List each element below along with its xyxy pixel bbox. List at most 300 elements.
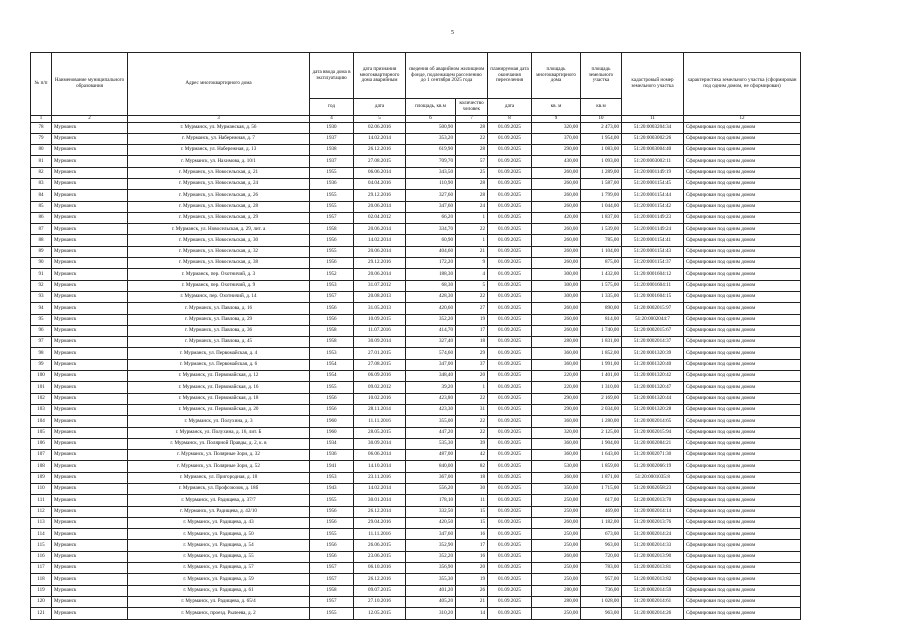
cell-municipality: Мурманск [52,574,128,585]
cell-land-characteristic: Сформирован под одним домом [684,450,801,461]
cell-row-number: 93 [31,291,52,302]
cell-row-number: 113 [31,517,52,528]
cell-people: 19 [456,574,488,585]
cell-house-area: 220,00 [532,382,581,393]
cell-people: 20 [456,371,488,382]
table-row [31,303,801,314]
cell-address: г. Мурманск, ул. Новосельская, д. 21 [128,167,310,178]
cell-row-number: 84 [31,190,52,201]
cell-year-built: 1941 [310,461,354,472]
cell-address: г. Мурманск, проезд. Рылеева, д. 2 [128,608,310,619]
cell-municipality: Мурманск [52,427,128,438]
cell-people: 16 [456,529,488,540]
table-row [31,178,801,189]
cell-land-characteristic: Сформирован под одним домом [684,314,801,325]
cell-area: 619,90 [406,145,456,156]
cell-area: 110,90 [406,178,456,189]
cell-year-built: 1953 [310,280,354,291]
cell-emergency-date: 11.11.2016 [354,416,406,427]
cell-planned-date: 01.09.2025 [488,291,532,302]
cell-address: г. Мурманск, ул. Первомайская, д. 20 [128,404,310,415]
cell-emergency-date: 06.06.2014 [354,167,406,178]
cell-people: 29 [456,348,488,359]
cell-planned-date: 01.09.2025 [488,393,532,404]
cell-house-area: 320,00 [532,122,581,133]
cell-municipality: Мурманск [52,133,128,144]
subheader-sqm: кв. м [532,99,581,116]
cell-land-area: 957,00 [581,574,622,585]
cell-people: 21 [456,246,488,257]
cell-municipality: Мурманск [52,325,128,336]
cell-people: 15 [456,506,488,517]
cell-planned-date: 01.09.2025 [488,461,532,472]
cell-emergency-date: 28.11.2014 [354,404,406,415]
cell-cadastral-number: 51:20:0002014:65 [622,416,684,427]
cell-planned-date: 01.09.2025 [488,337,532,348]
cell-row-number: 101 [31,382,52,393]
cell-municipality: Мурманск [52,529,128,540]
header-year-built: дата ввода дома в эксплуатацию [310,53,354,99]
cell-area: 352,20 [406,314,456,325]
cell-cadastral-number: 51:20:0001320:39 [622,348,684,359]
cell-row-number: 104 [31,416,52,427]
cell-area: 356,90 [406,563,456,574]
cell-planned-date: 01.09.2025 [488,416,532,427]
cell-cadastral-number: 51:20:0002058:23 [622,484,684,495]
cell-row-number: 79 [31,133,52,144]
cell-address: г. Мурманск, ул. Павлова, д. 16 [128,303,310,314]
cell-year-built: 1960 [310,416,354,427]
cell-people: 39 [456,438,488,449]
cell-row-number: 116 [31,551,52,562]
cell-land-area: 2 169,00 [581,393,622,404]
cell-cadastral-number: 51:20:0001320:40 [622,359,684,370]
cell-land-characteristic: Сформирован под одним домом [684,280,801,291]
cell-area: 39,20 [406,382,456,393]
col-number: 4 [310,116,354,123]
cell-cadastral-number: 51:20:0003002:26 [622,133,684,144]
cell-area: 347,60 [406,201,456,212]
cell-land-characteristic: Сформирован под одним домом [684,563,801,574]
table-row [31,291,801,302]
cell-land-characteristic: Сформирован под одним домом [684,495,801,506]
cell-house-area: 250,00 [532,574,581,585]
cell-people: 28 [456,178,488,189]
cell-house-area: 260,00 [532,167,581,178]
cell-municipality: Мурманск [52,201,128,212]
cell-planned-date: 01.09.2025 [488,404,532,415]
cell-land-area: 1 859,00 [581,461,622,472]
cell-address: г. Мурманск, ул. Нахимова, д. 10/1 [128,156,310,167]
cell-house-area: 360,00 [532,359,581,370]
cell-land-area: 783,00 [581,563,622,574]
cell-municipality: Мурманск [52,596,128,607]
cell-area: 447,20 [406,427,456,438]
cell-cadastral-number: 51:20:0001604:12 [622,269,684,280]
cell-row-number: 103 [31,404,52,415]
table-row [31,246,801,257]
cell-planned-date: 01.09.2025 [488,359,532,370]
cell-people: 28 [456,122,488,133]
cell-year-built: 1956 [310,506,354,517]
cell-row-number: 95 [31,314,52,325]
cell-address: г. Мурманск, ул. Радищева, д. 65/4 [128,596,310,607]
cell-house-area: 260,00 [532,551,581,562]
cell-emergency-date: 30.09.2014 [354,438,406,449]
cell-house-area: 250,00 [532,506,581,517]
table-row [31,269,801,280]
cell-area: 428,30 [406,291,456,302]
cell-emergency-date: 26.12.2014 [354,506,406,517]
cell-row-number: 83 [31,178,52,189]
cell-address: г. Мурманск, ул. Новосельская, д. 29 [128,212,310,223]
cell-year-built: 1957 [310,596,354,607]
cell-cadastral-number: 51:20:0002071:30 [622,450,684,461]
cell-house-area: 360,00 [532,438,581,449]
cell-emergency-date: 27.10.2016 [354,596,406,607]
cell-land-characteristic: Сформирован под одним домом [684,178,801,189]
cell-house-area: 260,00 [532,517,581,528]
table-row [31,472,801,483]
cell-house-area: 360,00 [532,348,581,359]
cell-area: 355,30 [406,574,456,585]
cell-land-area: 1 539,00 [581,224,622,235]
header-address: Адрес многоквартирного дома [128,53,310,116]
col-number: 6 [406,116,456,123]
cell-area: 172,20 [406,258,456,269]
cell-address: г. Мурманск, ул. Мурманская, д. 56 [128,122,310,133]
cell-land-characteristic: Сформирован под одним домом [684,224,801,235]
cell-address: г. Мурманск, ул. Новосельская, д. 26 [128,190,310,201]
cell-house-area: 260,00 [532,325,581,336]
cell-cadastral-number: 51:20:0003002:11 [622,156,684,167]
cell-area: 327,40 [406,337,456,348]
table-row [31,484,801,495]
cell-address: г. Мурманск, ул. Радищева, д. 54 [128,540,310,551]
cell-cadastral-number: 51:20:0002014:26 [622,608,684,619]
table-row [31,258,801,269]
cell-address: г. Мурманск, ул. Радищева, д. 57 [128,563,310,574]
subheader-date: дата [354,99,406,116]
cell-row-number: 92 [31,280,52,291]
cell-address: г. Мурманск, ул. Профсоюзов, д. 18б [128,484,310,495]
cell-municipality: Мурманск [52,563,128,574]
table-row [31,585,801,596]
cell-planned-date: 01.09.2025 [488,167,532,178]
col-number: 1 [31,116,52,123]
cell-people: 22 [456,416,488,427]
cell-year-built: 1952 [310,269,354,280]
cell-municipality: Мурманск [52,450,128,461]
cell-land-characteristic: Сформирован под одним домом [684,337,801,348]
cell-land-area: 2 125,00 [581,427,622,438]
cell-people: 20 [456,563,488,574]
cell-people: 5 [456,280,488,291]
cell-year-built: 1936 [310,450,354,461]
cell-land-characteristic: Сформирован под одним домом [684,517,801,528]
cell-emergency-date: 31.07.2012 [354,280,406,291]
cell-address: г. Мурманск, ул. Пригородная, д. 18 [128,472,310,483]
cell-municipality: Мурманск [52,608,128,619]
cell-emergency-date: 26.12.2016 [354,145,406,156]
cell-row-number: 121 [31,608,52,619]
cell-municipality: Мурманск [52,269,128,280]
cell-house-area: 280,00 [532,337,581,348]
cell-address: г. Мурманск, ул. Радищева, д. 50 [128,529,310,540]
cell-address: г. Мурманск, ул. Первомайская, д. 12 [128,371,310,382]
cell-people: 18 [456,472,488,483]
cell-year-built: 1956 [310,393,354,404]
cell-emergency-date: 10.09.2015 [354,314,406,325]
cell-area: 405,20 [406,596,456,607]
cell-row-number: 118 [31,574,52,585]
cell-house-area: 280,00 [532,585,581,596]
cell-land-area: 1 310,00 [581,382,622,393]
cell-row-number: 78 [31,122,52,133]
cell-emergency-date: 29.12.2016 [354,190,406,201]
cell-row-number: 111 [31,495,52,506]
cell-area: 352,90 [406,540,456,551]
cell-address: г. Мурманск, ул. Первомайская, д. 18 [128,393,310,404]
cell-year-built: 1957 [310,574,354,585]
table-row [31,224,801,235]
cell-address: г. Мурманск, ул. Полухина, д. 16, лит. Б [128,427,310,438]
cell-area: 404,60 [406,246,456,257]
cell-house-area: 290,00 [532,145,581,156]
cell-municipality: Мурманск [52,167,128,178]
cell-municipality: Мурманск [52,517,128,528]
cell-row-number: 102 [31,393,52,404]
cell-planned-date: 01.09.2025 [488,495,532,506]
cell-cadastral-number: 51:20:0002015:94 [622,427,684,438]
table-row [31,359,801,370]
col-number: 5 [354,116,406,123]
cell-house-area: 300,00 [532,269,581,280]
table-row [31,517,801,528]
cell-address: г. Мурманск, ул. Радищева, д. 37/7 [128,495,310,506]
cell-cadastral-number: 51:20:0003204:34 [622,122,684,133]
cell-planned-date: 01.09.2025 [488,133,532,144]
cell-municipality: Мурманск [52,212,128,223]
cell-address: г. Мурманск, ул. Новосельская, д. 32 [128,246,310,257]
cell-municipality: Мурманск [52,506,128,517]
cell-land-characteristic: Сформирован под одним домом [684,325,801,336]
cell-planned-date: 01.09.2025 [488,574,532,585]
cell-cadastral-number: 51:20:0002014:14 [622,506,684,517]
cell-area: 423,30 [406,404,456,415]
cell-house-area: 430,00 [532,156,581,167]
cell-land-area: 2 473,00 [581,122,622,133]
cell-people: 28 [456,190,488,201]
cell-municipality: Мурманск [52,438,128,449]
cell-people: 1 [456,382,488,393]
cell-cadastral-number: 51:20:0001154:44 [622,190,684,201]
cell-cadastral-number: 51:20:0002013:76 [622,517,684,528]
cell-area: 343,50 [406,167,456,178]
cell-row-number: 99 [31,359,52,370]
table-row [31,540,801,551]
cell-planned-date: 01.09.2025 [488,122,532,133]
cell-emergency-date: 14.10.2014 [354,461,406,472]
cell-house-area: 260,00 [532,224,581,235]
cell-land-characteristic: Сформирован под одним домом [684,303,801,314]
cell-municipality: Мурманск [52,393,128,404]
cell-land-characteristic: Сформирован под одним домом [684,427,801,438]
cell-land-area: 963,00 [581,608,622,619]
cell-municipality: Мурманск [52,540,128,551]
table-row [31,596,801,607]
cell-row-number: 108 [31,461,52,472]
cell-cadastral-number: 51:20:0001320:28 [622,404,684,415]
cell-house-area: 360,00 [532,450,581,461]
cell-cadastral-number: 51:20:0002013:90 [622,551,684,562]
resettlement-table-sheet [30,52,801,620]
cell-row-number: 85 [31,201,52,212]
cell-cadastral-number: 51:20:0002013:82 [622,574,684,585]
cell-cadastral-number: 51:20:0001154:41 [622,235,684,246]
cell-area: 68,30 [406,280,456,291]
cell-land-characteristic: Сформирован под одним домом [684,190,801,201]
cell-emergency-date: 20.06.2014 [354,246,406,257]
cell-row-number: 91 [31,269,52,280]
cell-year-built: 1955 [310,190,354,201]
cell-emergency-date: 29.04.2016 [354,517,406,528]
cell-year-built: 1956 [310,517,354,528]
cell-area: 188,30 [406,269,456,280]
cell-row-number: 110 [31,484,52,495]
cell-year-built: 1960 [310,427,354,438]
table-row [31,348,801,359]
cell-address: г. Мурманск, ул. Набережная, д. 13 [128,145,310,156]
header-emergency-date: дата признания многоквартирного дома аварийным [354,53,406,99]
cell-land-area: 673,00 [581,529,622,540]
cell-land-characteristic: Сформирован под одним домом [684,472,801,483]
subheader-sqm-2: кв.м [581,99,622,116]
cell-row-number: 109 [31,472,52,483]
cell-area: 353,20 [406,133,456,144]
cell-emergency-date: 20.08.2013 [354,291,406,302]
cell-land-area: 875,00 [581,258,622,269]
table-row [31,167,801,178]
cell-land-characteristic: Сформирован под одним домом [684,269,801,280]
cell-address: г. Мурманск, ул. Первомайская, д. 16 [128,382,310,393]
table-row [31,145,801,156]
cell-land-area: 617,00 [581,495,622,506]
subheader-people: количество человек [456,99,488,116]
cell-municipality: Мурманск [52,472,128,483]
cell-land-area: 1 643,00 [581,450,622,461]
cell-year-built: 1957 [310,212,354,223]
cell-land-characteristic: Сформирован под одним домом [684,540,801,551]
cell-planned-date: 01.09.2025 [488,212,532,223]
cell-people: 9 [456,258,488,269]
cell-year-built: 1958 [310,224,354,235]
cell-emergency-date: 11.07.2016 [354,325,406,336]
cell-address: г. Мурманск, ул. Новосельская, д. 24 [128,178,310,189]
table-row [31,212,801,223]
cell-planned-date: 01.09.2025 [488,484,532,495]
cell-year-built: 1943 [310,484,354,495]
cell-house-area: 260,00 [532,472,581,483]
col-number: 2 [52,116,128,123]
cell-row-number: 114 [31,529,52,540]
cell-municipality: Мурманск [52,359,128,370]
cell-land-characteristic: Сформирован под одним домом [684,596,801,607]
cell-cadastral-number: 51:20:0001154:43 [622,246,684,257]
cell-people: 1 [456,212,488,223]
cell-emergency-date: 02.06.2016 [354,122,406,133]
cell-emergency-date: 12.05.2015 [354,608,406,619]
cell-address: г. Мурманск, ул. Полярные Зори, д. 52 [128,461,310,472]
cell-land-characteristic: Сформирован под одним домом [684,348,801,359]
cell-municipality: Мурманск [52,303,128,314]
cell-planned-date: 01.09.2025 [488,246,532,257]
cell-municipality: Мурманск [52,280,128,291]
table-row [31,450,801,461]
cell-cadastral-number: 51:20:0002014:24 [622,529,684,540]
cell-year-built: 1956 [310,404,354,415]
cell-planned-date: 01.09.2025 [488,224,532,235]
cell-year-built: 1955 [310,201,354,212]
cell-house-area: 260,00 [532,201,581,212]
cell-planned-date: 01.09.2025 [488,596,532,607]
cell-emergency-date: 02.04.2012 [354,212,406,223]
table-row [31,201,801,212]
cell-address: г. Мурманск, ул. Новосельская, д. 38 [128,258,310,269]
cell-area: 414,70 [406,325,456,336]
page-number: 5 [451,30,454,36]
cell-row-number: 81 [31,156,52,167]
cell-emergency-date: 30.09.2014 [354,337,406,348]
cell-house-area: 250,00 [532,495,581,506]
cell-area: 355,00 [406,416,456,427]
cell-planned-date: 01.09.2025 [488,551,532,562]
cell-house-area: 280,00 [532,596,581,607]
cell-land-characteristic: Сформирован под одним домом [684,461,801,472]
cell-planned-date: 01.09.2025 [488,325,532,336]
header-planned-date: планируемая дата окончания переселения [488,53,532,99]
cell-people: 27 [456,303,488,314]
table-row [31,506,801,517]
cell-land-characteristic: Сформирован под одним домом [684,416,801,427]
cell-land-characteristic: Сформирован под одним домом [684,574,801,585]
cell-house-area: 420,00 [532,212,581,223]
cell-municipality: Мурманск [52,551,128,562]
cell-people: 31 [456,404,488,415]
cell-house-area: 250,00 [532,608,581,619]
cell-cadastral-number: 51:20:0002084:21 [622,438,684,449]
cell-area: 332,50 [406,506,456,517]
cell-people: 82 [456,461,488,472]
table-row [31,280,801,291]
table-row [31,190,801,201]
cell-emergency-date: 26.06.2015 [354,540,406,551]
cell-land-area: 2 034,00 [581,404,622,415]
header-land-characteristic: характеристика земельного участка (сформирован под одним домом, не сформирован) [684,53,801,116]
cell-emergency-date: 23.11.2016 [354,472,406,483]
cell-year-built: 1955 [310,246,354,257]
cell-year-built: 1955 [310,608,354,619]
cell-house-area: 300,00 [532,280,581,291]
cell-municipality: Мурманск [52,461,128,472]
cell-land-area: 1 280,00 [581,416,622,427]
cell-municipality: Мурманск [52,291,128,302]
cell-house-area: 260,00 [532,246,581,257]
cell-address: г. Мурманск, ул. Набережная, д. 7 [128,133,310,144]
cell-land-area: 1 799,00 [581,190,622,201]
table-row [31,529,801,540]
cell-land-area: 890,00 [581,303,622,314]
